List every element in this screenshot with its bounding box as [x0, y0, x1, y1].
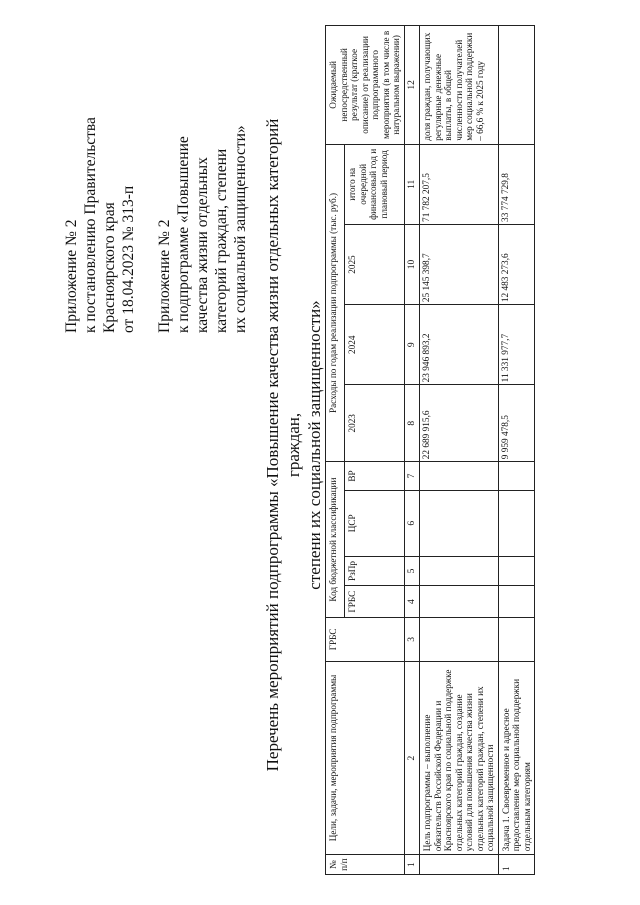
header-kbk: Код бюджетной классификации — [326, 462, 345, 618]
row-goal: Цель подпрограммы – выполнение обязательств Российской Федерации и Красноярского края по социальной поддержке отдельных категорий граждан, создание условий для повышения качества жизни отдельных категорий граждан, степени их социальной защищенности — [420, 661, 499, 854]
row-2025: 25 145 398,7 — [420, 224, 499, 304]
header-line: к постановлению Правительства — [82, 117, 99, 333]
table-row — [498, 26, 535, 875]
row-result — [498, 26, 535, 145]
header-line: категорий граждан, степени — [213, 148, 230, 333]
header-num: № п/п — [326, 855, 405, 875]
column-index: 6 — [404, 490, 420, 556]
header-result: Ожидаемый непосредственный результат (краткое описание) от реализации подпрограммного мероприятия (в том числе в натуральном выражении) — [326, 26, 405, 145]
header-line: от 18.04.2023 № 313-п — [120, 185, 137, 333]
row-goal: Задача 1. Своевременное и адресное предоставление мер социальной поддержки отдельным категориям — [498, 661, 535, 854]
column-index: 2 — [404, 661, 420, 854]
table-row — [420, 26, 499, 875]
row-2024: 23 946 893,2 — [420, 305, 499, 385]
title-line: степени их социальной защищенности» — [305, 300, 324, 590]
column-index-row — [404, 26, 420, 875]
column-index: 11 — [404, 144, 420, 224]
header-total: итого на очередной финансовый год и плановый период — [345, 144, 404, 224]
row-vr — [498, 462, 535, 491]
row-2023: 22 689 915,6 — [420, 385, 499, 462]
column-index: 7 — [404, 462, 420, 491]
header-2023: 2023 — [345, 385, 404, 462]
row-rzpr — [420, 556, 499, 586]
header-goals: Цели, задачи, мероприятия подпрограммы — [326, 661, 405, 854]
header-2024: 2024 — [345, 305, 404, 385]
row-rzpr — [498, 556, 535, 586]
row-grbs — [420, 617, 499, 661]
header-grbs-code: ГРБС — [345, 586, 404, 618]
row-csr — [498, 490, 535, 556]
row-grbs-code — [498, 586, 535, 618]
column-index: 10 — [404, 224, 420, 304]
column-index: 8 — [404, 385, 420, 462]
measures-table — [325, 25, 535, 875]
column-index: 1 — [404, 855, 420, 875]
column-index: 5 — [404, 556, 420, 586]
header-rzpr: РзПр — [345, 556, 404, 586]
column-index: 4 — [404, 586, 420, 618]
header-2025: 2025 — [345, 224, 404, 304]
column-index: 3 — [404, 617, 420, 661]
header-csr: ЦСР — [345, 490, 404, 556]
row-2025: 12 483 273,6 — [498, 224, 535, 304]
row-num — [420, 855, 499, 875]
header-line: их социальной защищенности» — [232, 125, 249, 333]
header-expenses: Расходы по годам реализации подпрограммы (тыс. руб.) — [326, 144, 345, 462]
document-title — [262, 95, 325, 795]
header-grbs: ГРБС — [326, 617, 405, 661]
row-result: доля граждан, получающих регулярные денежные выплаты, в общей численности получателей мер социальной поддержки – 66,6 % к 2025 году — [420, 26, 499, 145]
row-grbs-code — [420, 586, 499, 618]
row-total: 71 782 207,5 — [420, 144, 499, 224]
header-vr: ВР — [345, 462, 404, 491]
column-index: 12 — [404, 26, 420, 145]
appendix-header — [62, 23, 250, 333]
row-grbs — [498, 617, 535, 661]
row-num: 1 — [498, 855, 535, 875]
header-line: Приложение № 2 — [156, 219, 173, 333]
header-line: Приложение № 2 — [63, 219, 80, 333]
header-line: к подпрограмме «Повышение — [175, 136, 192, 333]
header-line: качества жизни отдельных — [194, 157, 211, 333]
row-csr — [420, 490, 499, 556]
table-header-row — [326, 26, 345, 875]
title-line: Перечень мероприятий подпрограммы «Повышение качества жизни отдельных категорий граждан, — [263, 118, 303, 772]
row-vr — [420, 462, 499, 491]
row-total: 33 774 729,8 — [498, 144, 535, 224]
column-index: 9 — [404, 305, 420, 385]
header-line: Красноярского края — [101, 202, 118, 333]
row-2024: 11 331 977,7 — [498, 305, 535, 385]
row-2023: 9 959 478,5 — [498, 385, 535, 462]
